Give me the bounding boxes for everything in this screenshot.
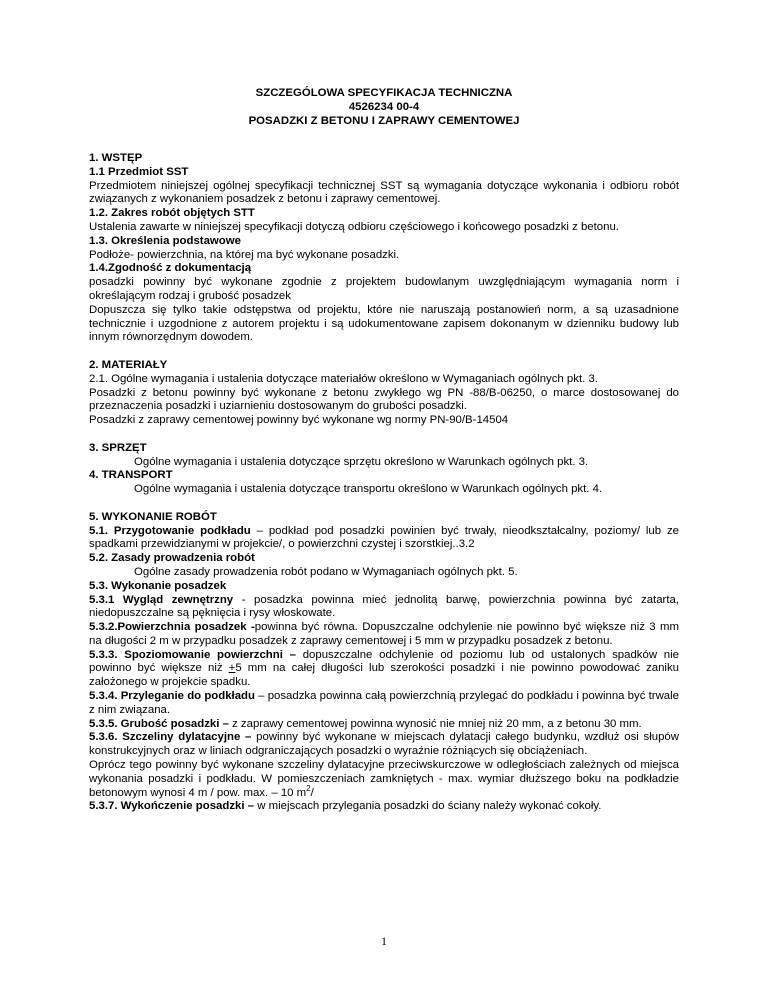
paragraph-2-1: 2.1. Ogólne wymagania i ustalenia dotyczące materiałów określono w Wymaganiach ogólnych pkt. 3. <box>89 372 598 385</box>
section-2-title: 2. MATERIAŁY <box>89 358 168 371</box>
heading-1-3: 1.3. Określenia podstawowe <box>89 234 241 247</box>
section-5-title: 5. WYKONANIE ROBÓT <box>89 510 217 523</box>
paragraph-5-3-4 <box>89 690 679 718</box>
paragraph-1-3: Podłoże- powierzchnia, na której ma być wykonane posadzki. <box>89 248 400 261</box>
paragraph-3: Ogólne wymagania i ustalenia dotyczące sprzętu określono w Warunkach ogólnych pkt. 3. <box>134 455 589 468</box>
paragraph-5-3-6b <box>89 759 679 800</box>
paragraph-5-1 <box>89 525 679 553</box>
text-5-3-7: w miejscach przylegania posadzki do ściany należy wykonać cokoły. <box>254 800 602 813</box>
header-code: 4526234 00-4 <box>348 100 420 113</box>
text-5-3-6-end: / <box>310 786 314 799</box>
heading-5-2: 5.2. Zasady prowadzenia robót <box>89 552 255 565</box>
paragraph-1-4b: Dopuszcza się tylko takie odstępstwa od projektu, które nie naruszają postanowień norm, a są uzasadnione technicznie i uzgodnione z autorem projektu i są udokumentowane zapisem dokonanym w dzienniku budowy lub innym równorzędnym dowodem. <box>89 303 679 344</box>
heading-5-3-1: 5.3.1 Wygląd zewnętrzny <box>89 593 234 606</box>
text-5-3-6b: Oprócz tego powinny być wykonane szczeliny dylatacyjne przeciwskurczowe w odległościach zależnych od miejsca wykonania posadzki i podkładu. W pomieszczeniach zamkniętych - max. wymiar dłuższego boku na podkładzie betonowym wynosi 4 m / pow. max. – 10 m <box>89 759 679 799</box>
text-5-1: – podkład pod posadzki powinien być trwały, nieodkształcalny, poziomy/ lub ze spadkami przewidzianymi w projekcie/, o powierzchni czystej i szorstkiej..3.2 <box>89 524 679 551</box>
paragraph-4: Ogólne wymagania i ustalenia dotyczące transportu określono w Warunkach ogólnych pkt. 4. <box>134 483 603 496</box>
paragraph-5-3-3 <box>89 649 679 690</box>
document-body <box>89 152 679 814</box>
heading-5-1: 5.1. Przygotowanie podkładu <box>89 524 251 537</box>
paragraph-5-3-2 <box>89 621 679 649</box>
text-5-3-5: z zaprawy cementowej powinna wynosić nie mniej niż 20 mm, a z betonu 30 mm. <box>228 717 642 730</box>
paragraph-1-2: Ustalenia zawarte w niniejszej specyfikacji dotyczą odbioru częściowego i końcowego posadzki z betonu. <box>89 220 619 233</box>
text-5-3-6: powinny być wykonane w miejscach dylatacji całego budynku, wzdłuż osi słupów konstrukcyjnych oraz w liniach odgraniczających posadzki o wyraźnie różniących się obciążeniach. <box>89 731 679 758</box>
section-1-title: 1. WSTĘP <box>89 152 143 164</box>
paragraph-5-3-7 <box>89 800 679 814</box>
header-title: SZCZEGÓLOWA SPECYFIKACJA TECHNICZNA <box>255 87 513 99</box>
heading-5-3: 5.3. Wykonanie posadzek <box>89 579 227 592</box>
heading-1-4: 1.4.Zgodność z dokumentacją <box>89 262 252 275</box>
heading-5-3-3: 5.3.3. Spoziomowanie powierzchni – <box>89 648 296 661</box>
text-5-3-1: - posadzka powinna mieć jednolitą barwę, powierzchnia powinna być zatarta, niedopuszczalne są pęknięcia i rysy włoskowate. <box>89 593 679 620</box>
text-5-3-2: powinna być równa. Dopuszczalne odchylenie nie powinno być większe niż 3 mm na długości 2 m w przypadku posadzek z zaprawy cementowej i 5 mm w przypadku posadzek z betonu. <box>89 621 679 647</box>
heading-5-3-2: 5.3.2.Powierzchnia posadzek - <box>89 621 255 634</box>
section-4-title: 4. TRANSPORT <box>89 469 173 482</box>
text-5-3-4: – posadzka powinna całą powierzchnią przylegać do podkładu i powinna być trwale z nim związana. <box>89 690 679 716</box>
paragraph-2-2: Posadzki z betonu powinny być wykonane z betonu zwykłego wg PN -88/B-06250, o marce dostosowanej do przeznaczenia posadzki i uziarnieniu dostosowanym do grubości posadzki. <box>89 386 679 413</box>
page-number: 1 <box>381 934 387 948</box>
paragraph-2-3: Posadzki z zaprawy cementowej powinny być wykonane wg normy PN-90/B-14504 <box>89 414 509 427</box>
text-5-3-3a: dopuszczalne odchylenie od poziomu lub od ustalonych spadków nie powinno być większe niż <box>89 648 680 675</box>
paragraph-1-4a: posadzki powinny być wykonane zgodnie z projektem budowlanym uwzględniającym wymagania norm i określającym rodzaj i grubość posadzek <box>89 276 679 302</box>
plus-minus-sign: + <box>228 662 236 675</box>
section-3-title: 3. SPRZĘT <box>89 441 147 454</box>
paragraph-5-3-6 <box>89 731 679 759</box>
heading-1-2: 1.2. Zakres robót objętych STT <box>89 207 255 220</box>
document-header <box>0 87 768 128</box>
paragraph-5-3-1 <box>89 594 679 622</box>
heading-5-3-4: 5.3.4. Przyleganie do podkładu <box>89 690 255 703</box>
paragraph-1-1: Przedmiotem niniejszej ogólnej specyfikacji technicznej SST są wymagania dotyczące wykonania i odbioru robót związanych z wykonaniem posadzek z betonu i zaprawy cementowej. <box>89 179 679 206</box>
heading-5-3-7: 5.3.7. Wykończenie posadzki – <box>89 800 255 813</box>
paragraph-5-3-5 <box>89 718 679 732</box>
paragraph-5-2: Ogólne zasady prowadzenia robót podano w Wymaganiach ogólnych pkt. 5. <box>134 565 518 578</box>
heading-5-3-6: 5.3.6. Szczeliny dylatacyjne – <box>89 731 252 744</box>
header-subtitle: POSADZKI Z BETONU I ZAPRAWY CEMENTOWEJ <box>248 114 520 127</box>
superscript-2: 2 <box>306 783 311 793</box>
text-5-3-3b: 5 mm na całej długości lub szerokości posadzki i nie powinno powodować zaniku założonego w projekcie spadku. <box>89 662 679 689</box>
heading-1-1: 1.1 Przedmiot SST <box>89 165 189 178</box>
heading-5-3-5: 5.3.5. Grubość posadzki – <box>89 717 229 730</box>
